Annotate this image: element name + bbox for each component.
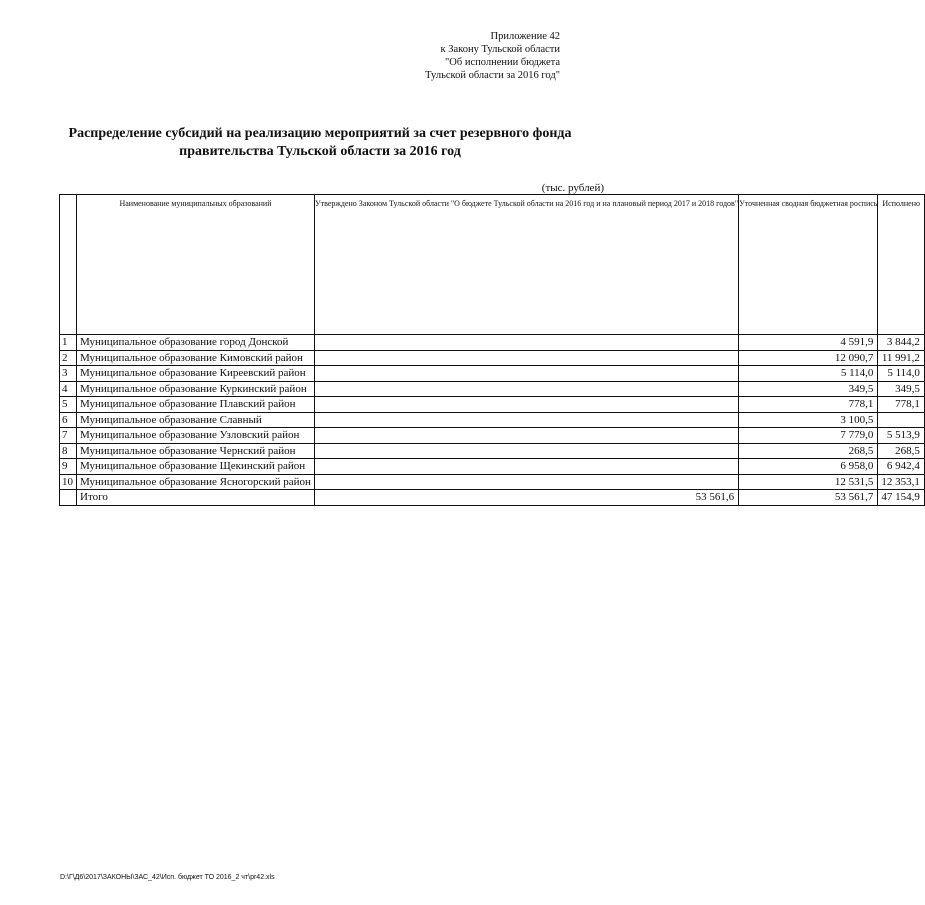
table-total-row xyxy=(60,490,925,506)
row-approved xyxy=(314,459,738,475)
row-name: Муниципальное образование Узловский район xyxy=(77,428,315,444)
row-refined: 3 100,5 xyxy=(739,412,878,428)
row-executed: 5 513,9 xyxy=(878,428,925,444)
row-approved xyxy=(314,381,738,397)
total-index xyxy=(60,490,77,506)
row-executed: 12 353,1 xyxy=(878,474,925,490)
row-name: Муниципальное образование Куркинский район xyxy=(77,381,315,397)
row-executed xyxy=(878,412,925,428)
row-name: Муниципальное образование Плавский район xyxy=(77,397,315,413)
file-path-footer: D:\Г\Д6\2017\ЗАКОНЫ\ЗАС_42\Исп. бюджет ТО 2016_2 чт\pr42.xls xyxy=(60,874,275,881)
row-approved xyxy=(314,397,738,413)
header-cell-refined: Уточненная сводная бюджетная роспись xyxy=(739,195,878,335)
appendix-line: Тульской области за 2016 год" xyxy=(425,70,560,81)
row-index: 8 xyxy=(60,443,77,459)
total-name: Итого xyxy=(77,490,315,506)
row-refined: 5 114,0 xyxy=(739,366,878,382)
table-row xyxy=(60,443,925,459)
row-index: 5 xyxy=(60,397,77,413)
row-name: Муниципальное образование Славный xyxy=(77,412,315,428)
document-title xyxy=(0,125,640,161)
row-executed: 3 844,2 xyxy=(878,335,925,351)
table-header-row xyxy=(60,195,925,335)
row-approved xyxy=(314,335,738,351)
appendix-line: к Закону Тульской области xyxy=(440,44,560,55)
title-line: Распределение субсидий на реализацию мероприятий за счет резервного фонда xyxy=(68,126,572,141)
row-approved xyxy=(314,428,738,444)
header-cell-index xyxy=(60,195,77,335)
row-refined: 12 531,5 xyxy=(739,474,878,490)
table-row xyxy=(60,474,925,490)
title-line: правительства Тульской области за 2016 год xyxy=(179,144,461,159)
row-name: Муниципальное образование Ясногорский район xyxy=(77,474,315,490)
header-cell-name: Наименование муниципальных образований xyxy=(77,195,315,335)
table-row xyxy=(60,381,925,397)
table-row xyxy=(60,412,925,428)
row-index: 6 xyxy=(60,412,77,428)
row-approved xyxy=(314,443,738,459)
table-row xyxy=(60,366,925,382)
table-row xyxy=(60,350,925,366)
appendix-caption xyxy=(425,30,560,82)
total-approved: 53 561,6 xyxy=(314,490,738,506)
appendix-line: Приложение 42 xyxy=(490,31,560,42)
row-approved xyxy=(314,350,738,366)
row-name: Муниципальное образование Киреевский район xyxy=(77,366,315,382)
header-cell-approved: Утверждено Законом Тульской области "О бюджете Тульской области на 2016 год и на плановый период 2017 и 2018 годов" xyxy=(314,195,738,335)
row-index: 9 xyxy=(60,459,77,475)
units-label: (тыс. рублей) xyxy=(541,182,604,194)
row-name: Муниципальное образование город Донской xyxy=(77,335,315,351)
table-row xyxy=(60,397,925,413)
row-refined: 4 591,9 xyxy=(739,335,878,351)
row-index: 3 xyxy=(60,366,77,382)
row-executed: 5 114,0 xyxy=(878,366,925,382)
row-refined: 6 958,0 xyxy=(739,459,878,475)
row-refined: 268,5 xyxy=(739,443,878,459)
row-refined: 349,5 xyxy=(739,381,878,397)
row-index: 2 xyxy=(60,350,77,366)
row-executed: 778,1 xyxy=(878,397,925,413)
row-approved xyxy=(314,366,738,382)
row-executed: 6 942,4 xyxy=(878,459,925,475)
row-executed: 349,5 xyxy=(878,381,925,397)
row-name: Муниципальное образование Кимовский район xyxy=(77,350,315,366)
row-name: Муниципальное образование Щекинский район xyxy=(77,459,315,475)
row-name: Муниципальное образование Чернский район xyxy=(77,443,315,459)
row-index: 10 xyxy=(60,474,77,490)
table-row xyxy=(60,459,925,475)
total-executed: 47 154,9 xyxy=(878,490,925,506)
header-cell-executed: Исполнено xyxy=(878,195,925,335)
subsidy-table xyxy=(59,194,925,506)
table-row xyxy=(60,335,925,351)
total-refined: 53 561,7 xyxy=(739,490,878,506)
row-index: 7 xyxy=(60,428,77,444)
row-approved xyxy=(314,474,738,490)
row-refined: 778,1 xyxy=(739,397,878,413)
row-index: 4 xyxy=(60,381,77,397)
row-executed: 268,5 xyxy=(878,443,925,459)
row-executed: 11 991,2 xyxy=(878,350,925,366)
row-refined: 7 779,0 xyxy=(739,428,878,444)
table-row xyxy=(60,428,925,444)
row-refined: 12 090,7 xyxy=(739,350,878,366)
appendix-line: "Об исполнении бюджета xyxy=(445,57,560,68)
row-approved xyxy=(314,412,738,428)
row-index: 1 xyxy=(60,335,77,351)
